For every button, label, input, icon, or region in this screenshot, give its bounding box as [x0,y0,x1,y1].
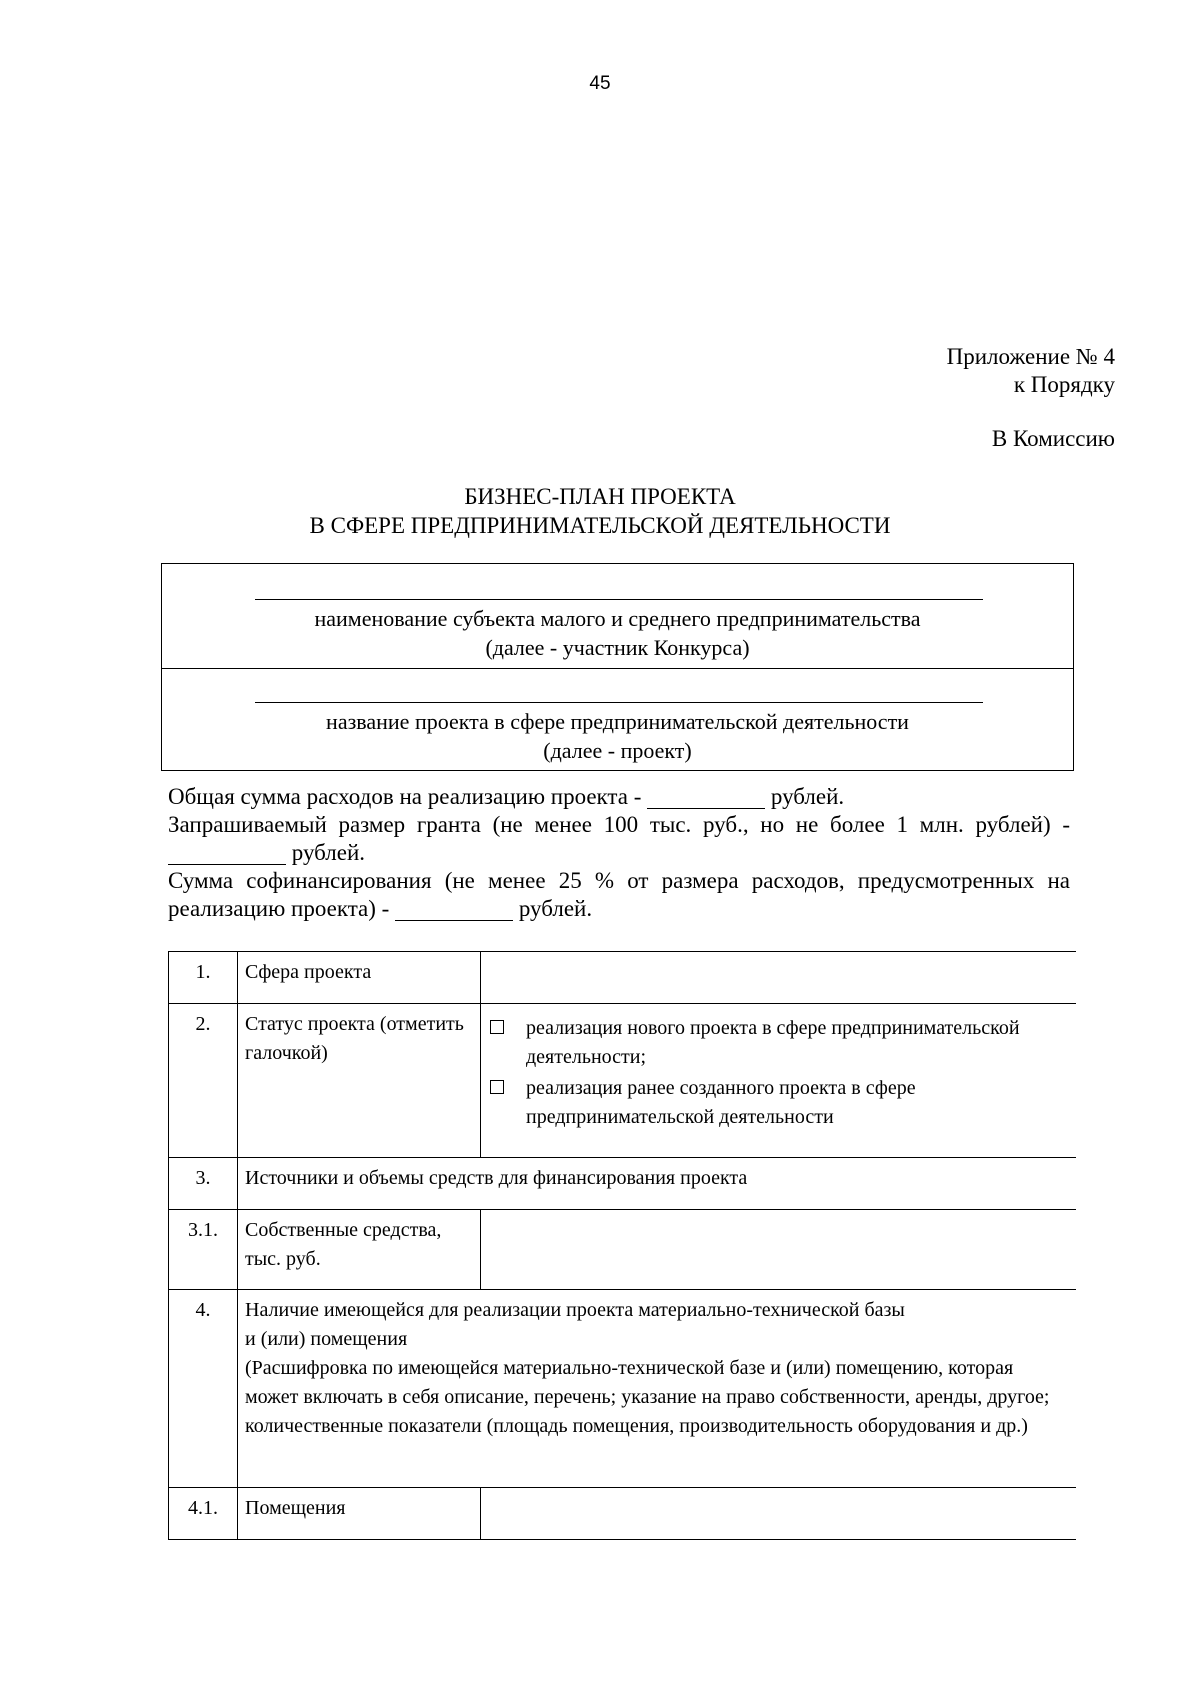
project-name-section [162,668,1073,770]
applicant-info-box [161,563,1074,771]
project-status-options [481,1004,1076,1158]
project-name-caption-line1: название проекта в сфере предпринимательской деятельности [326,709,909,734]
own-funds-field[interactable] [481,1210,1076,1290]
subject-name-caption-line1: наименование субъекта малого и среднего предпринимательства [314,606,921,631]
table-row [169,1488,1076,1540]
table-row [169,1004,1076,1158]
appendix-order-line: к Порядку [1013,372,1115,397]
status-existing-checkbox[interactable] [490,1080,504,1094]
row-number: 4. [169,1290,238,1488]
row-number: 1. [169,952,238,1004]
grant-amount-line [168,839,1070,867]
material-base-description: (Расшифровка по имеющейся материально-технической базе и (или) помещению, которая может включать в себя описание, перечень; указание на право собственности, аренды, другое; количественные показатели (площадь помещения, производительность оборудования и др.) [245,1357,1050,1437]
cofinancing-label: реализацию проекта) - [168,896,390,921]
project-name-caption [162,707,1073,765]
document-title [0,482,1200,540]
total-cost-unit: рублей. [770,784,845,809]
status-existing-label: реализация ранее созданного проекта в сфере предпринимательской деятельности [526,1077,916,1128]
cofinancing-amount-field[interactable] [395,897,513,921]
table-row [169,952,1076,1004]
project-sphere-field[interactable] [481,952,1076,1004]
document-title-line1: БИЗНЕС-ПЛАН ПРОЕКТА [464,484,736,509]
addressee: В Комиссию [991,426,1115,451]
total-cost-label: Общая сумма расходов на реализацию проекта - [168,784,642,809]
document-title-line2: В СФЕРЕ ПРЕДПРИНИМАТЕЛЬСКОЙ ДЕЯТЕЛЬНОСТИ [309,513,891,538]
project-status-label: Статус проекта (отметить галочкой) [238,1004,481,1158]
own-funds-label: Собственные средства, тыс. руб. [238,1210,481,1290]
subject-name-caption-line2: (далее - участник Конкурса) [485,635,750,660]
material-base-cell [238,1290,1076,1488]
funding-sources-label: Источники и объемы средств для финансирования проекта [238,1158,1076,1210]
row-number: 2. [169,1004,238,1158]
total-cost-line [168,783,1070,811]
status-new-checkbox[interactable] [490,1020,504,1034]
subject-name-section [162,564,1073,669]
premises-field[interactable] [481,1488,1076,1540]
project-name-field[interactable] [255,702,983,703]
project-info-table [168,951,1076,1540]
grant-amount-unit: рублей. [291,840,366,865]
cofinancing-amount-unit: рублей. [518,896,593,921]
subject-name-caption [162,604,1073,662]
premises-label: Помещения [238,1488,481,1540]
table-row [169,1158,1076,1210]
total-cost-field[interactable] [647,785,765,809]
cofinancing-line: Сумма софинансирования (не менее 25 % от размера расходов, предусмотренных на [168,868,1070,893]
status-new-label: реализация нового проекта в сфере предпринимательской деятельности; [526,1017,1020,1068]
sums-block [168,783,1070,923]
page-number: 45 [589,73,611,94]
status-option-new [488,1014,1069,1072]
appendix-line: Приложение № 4 [946,344,1115,369]
status-option-existing [488,1074,1069,1132]
material-base-label-line1: Наличие имеющейся для реализации проекта материально-технической базы [245,1299,905,1321]
project-sphere-label: Сфера проекта [238,952,481,1004]
appendix-reference [947,343,1115,399]
cofinancing-amount-line [168,895,1070,923]
subject-name-field[interactable] [255,599,983,600]
grant-line: Запрашиваемый размер гранта (не менее 100 тыс. руб., но не более 1 млн. рублей) - [168,812,1070,837]
grant-amount-field[interactable] [168,841,286,865]
table-row [169,1210,1076,1290]
project-name-caption-line2: (далее - проект) [543,738,692,763]
material-base-label-line2: и (или) помещения [245,1328,408,1350]
row-number: 3. [169,1158,238,1210]
row-number: 4.1. [169,1488,238,1540]
row-number: 3.1. [169,1210,238,1290]
table-row [169,1290,1076,1488]
